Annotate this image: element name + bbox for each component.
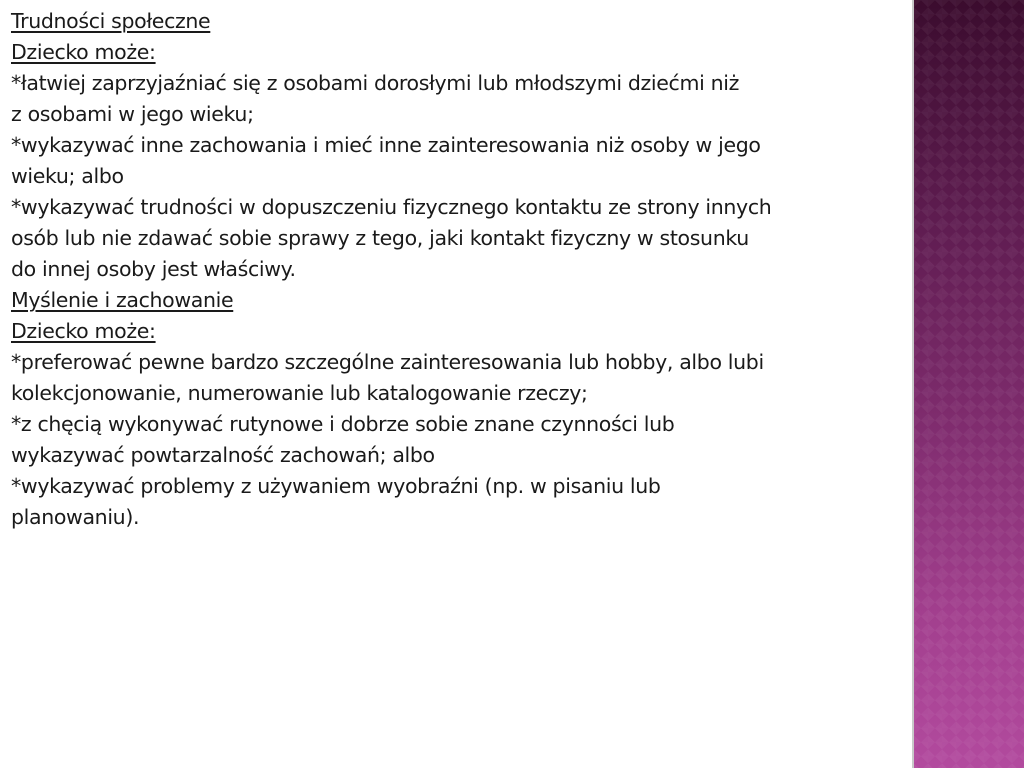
text-line: *łatwiej zaprzyjaźniać się z osobami dorosłymi lub młodszymi dziećmi niż [11, 71, 739, 95]
section-intro: Dziecko może: [11, 40, 156, 64]
section-heading-social-difficulties: Trudności społeczne [11, 9, 211, 33]
section-heading-thinking-behaviour: Myślenie i zachowanie [11, 288, 234, 312]
section-intro: Dziecko może: [11, 319, 156, 343]
text-line: do innej osoby jest właściwy. [11, 257, 296, 281]
text-line: *preferować pewne bardzo szczególne zainteresowania lub hobby, albo lubi [11, 350, 764, 374]
text-line: wykazywać powtarzalność zachowań; albo [11, 443, 435, 467]
text-line: *wykazywać inne zachowania i mieć inne zainteresowania niż osoby w jego [11, 133, 761, 157]
text-line: wieku; albo [11, 164, 124, 188]
text-line: *wykazywać trudności w dopuszczeniu fizycznego kontaktu ze strony innych [11, 195, 772, 219]
text-line: kolekcjonowanie, numerowanie lub katalogowanie rzeczy; [11, 381, 588, 405]
text-line: osób lub nie zdawać sobie sprawy z tego, jaki kontakt fizyczny w stosunku [11, 226, 749, 250]
slide-text-body [11, 6, 901, 533]
text-line: planowaniu). [11, 505, 140, 529]
text-line: z osobami w jego wieku; [11, 102, 254, 126]
decorative-side-bar [912, 0, 1024, 768]
side-bar-pattern [914, 0, 1024, 768]
text-line: *z chęcią wykonywać rutynowe i dobrze sobie znane czynności lub [11, 412, 675, 436]
text-line: *wykazywać problemy z używaniem wyobraźni (np. w pisaniu lub [11, 474, 661, 498]
